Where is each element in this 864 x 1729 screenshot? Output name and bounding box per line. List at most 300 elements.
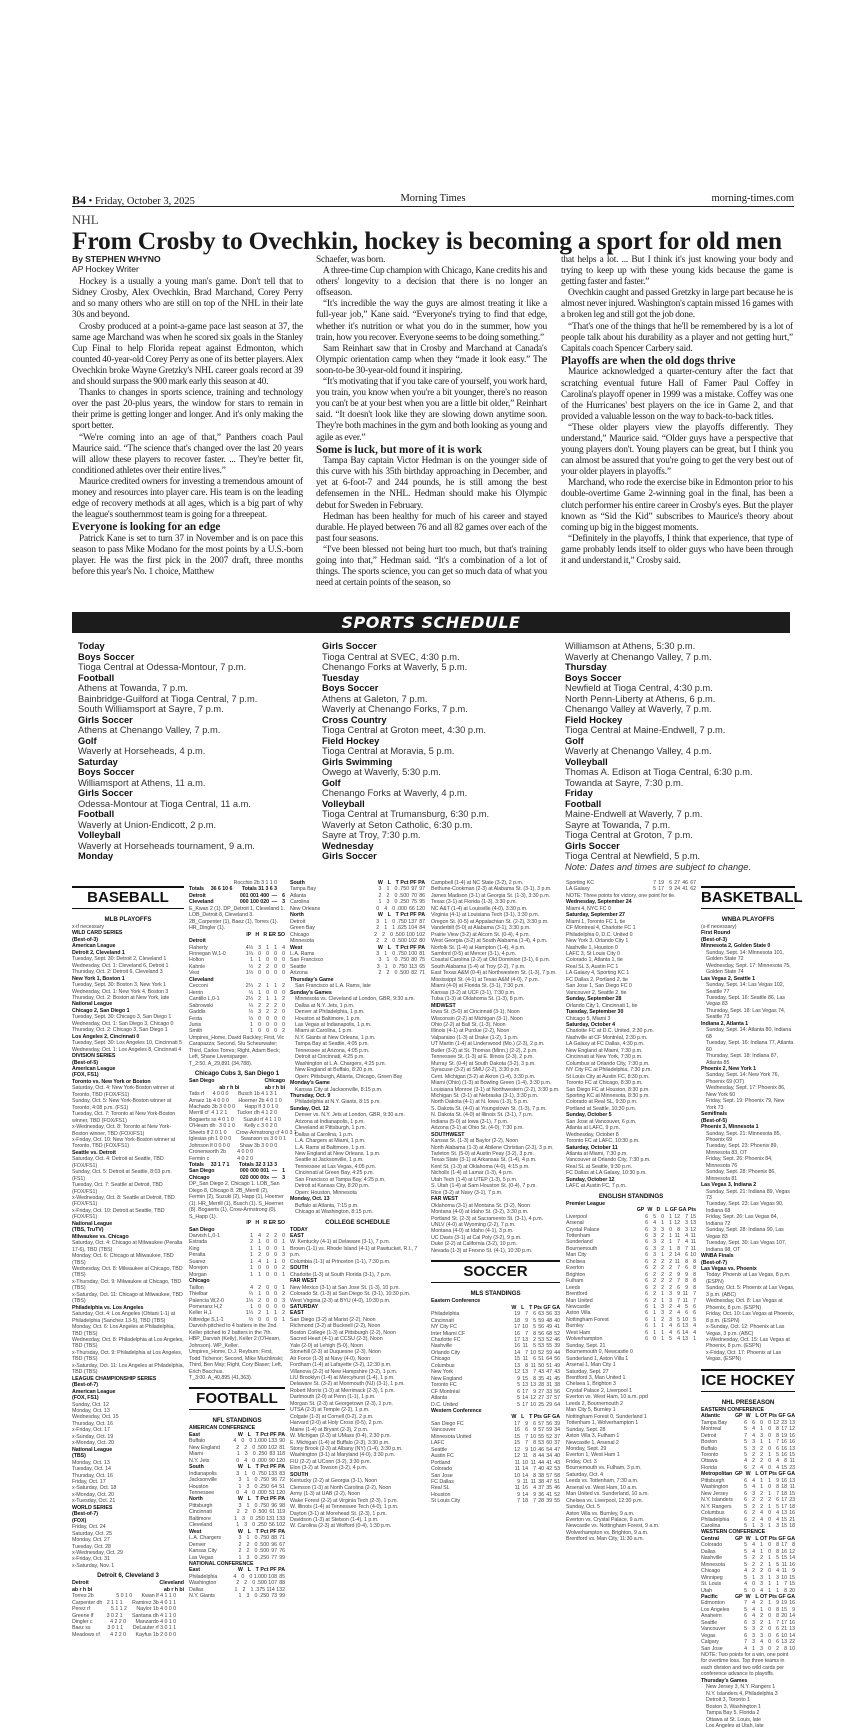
table-cell: 0: [274, 1028, 277, 1035]
table-cell: Las Vegas: [189, 1554, 214, 1561]
table-cell: 52: [546, 1433, 552, 1440]
schedule-event: Sayre at Troy, 7:30 p.m.: [322, 830, 421, 840]
table-cell: 13: [514, 1362, 520, 1369]
table-cell: 40: [554, 1453, 560, 1460]
table-cell: 47: [546, 1478, 552, 1485]
article-paragraph: Crosby produced at a point-a-game pace last season at 37, the same age Marchand was when he scored six goals in the Stanley Cup Final to help Florida repeat against Edmonton, which counted 40-year-old Corey Perry as one of its better players. Alex Ovechkin broke Wayne Gretzky's NHL career goals record at 39 and should surpass the 900 mark early this season at 40.: [72, 321, 303, 388]
table-cell: 16: [514, 1343, 520, 1350]
table-cell: San Francisco: [290, 957, 324, 964]
agate-line: Elon (3-2) at Towson (3-2), 4 p.m.: [290, 1465, 368, 1472]
table-cell: 8: [533, 1330, 536, 1337]
table-cell: 6: [645, 1329, 648, 1336]
agate-line: Man City 5, Burnley 1: [566, 1407, 616, 1414]
agate-line: Tampa Bay at Seattle, 4:05 p.m.: [295, 1041, 369, 1048]
table-cell: ⅓: [248, 1015, 253, 1022]
agate-heading: Saturday, September 27: [566, 912, 625, 919]
table-cell: OT: [760, 1471, 768, 1478]
table-cell: 50: [538, 1362, 544, 1369]
schedule-heading: Girls Soccer: [322, 641, 377, 651]
table-cell: 0: [768, 1432, 771, 1439]
agate-line: W. Kentucky (4-1) at Delaware (3-1), 7 p.m.: [290, 1239, 390, 1246]
agate-line: Yale (2-0) at Lehigh (5-0), Noon: [290, 1342, 363, 1349]
agate-line: Tottenham 1, Wolverhampton 1: [566, 1420, 639, 1427]
table-cell: 10: [781, 1574, 787, 1581]
table-cell: 7: [677, 1278, 680, 1285]
table-cell: 11: [514, 1459, 520, 1466]
table-cell: 11: [674, 1258, 680, 1265]
table-cell: 15: [514, 1433, 520, 1440]
table-cell: 41: [546, 1459, 552, 1466]
agate-line: LAFC 3, St Louis City 0: [566, 950, 620, 957]
table-cell: 1: [752, 1574, 755, 1581]
table-cell: 6: [645, 1239, 648, 1246]
table-cell: Rocchio 2b: [233, 880, 260, 886]
table-cell: 8: [693, 1258, 696, 1265]
table-cell: 2: [653, 1278, 656, 1285]
table-cell: 0: [394, 892, 398, 899]
table-cell: 113: [408, 963, 417, 970]
table-cell: 4: [693, 1329, 696, 1336]
table-cell: .500: [256, 1444, 267, 1451]
table-cell: 88: [271, 1535, 277, 1542]
table-cell: 24: [674, 886, 680, 893]
table-cell: South: [290, 880, 305, 886]
table-cell: 3: [376, 950, 380, 957]
table-cell: T: [395, 944, 399, 951]
table-cell: 0: [266, 1015, 269, 1022]
table-cell: 1: [760, 1548, 763, 1555]
agate-line: Dartmouth (2-0) at Penn (1-1), 1 p.m.: [290, 1394, 376, 1401]
table-cell: 6: [693, 1304, 696, 1310]
table-cell: 0: [768, 1626, 771, 1633]
table-cell: 6: [744, 1632, 747, 1639]
agate-heading: Eastern Conference: [431, 1298, 481, 1305]
table-cell: N.Y. Islanders: [701, 1497, 733, 1504]
table-cell: W: [377, 944, 383, 951]
table-cell: L: [665, 1207, 669, 1214]
table-cell: 39: [554, 1343, 560, 1350]
table-cell: GA: [787, 1471, 795, 1478]
article-subhead: Some is luck, but more of it is work: [316, 443, 483, 456]
table-cell: 10: [690, 1252, 696, 1259]
table-cell: DeLauter rf: [132, 1625, 159, 1632]
agate-line: Murray St. (0-4) at South Dakota (3-2), 3 p.m.: [431, 1060, 536, 1067]
agate-heading: American League: [72, 943, 116, 950]
table-cell: 6: [744, 1510, 747, 1517]
table-cell: PA: [278, 1567, 285, 1574]
table-cell: 6: [282, 892, 285, 899]
table-cell: 5: [744, 1426, 747, 1433]
table-cell: 5: [744, 1542, 747, 1549]
table-cell: 3 0 0 0: [261, 1142, 278, 1149]
table-cell: 7: [685, 1213, 688, 1220]
table-cell: Detroit: [290, 918, 306, 925]
table-cell: L: [755, 1413, 759, 1420]
agate-heading: Saturday, October 4: [566, 1021, 615, 1028]
table-cell: 0: [274, 1297, 277, 1304]
table-cell: 1: [661, 1329, 664, 1336]
schedule-heading: Monday: [78, 851, 114, 861]
table-cell: 2: [236, 1509, 240, 1516]
table-cell: Pts: [768, 1593, 777, 1600]
agate-line: Duke (2-2) at California (3-2), 10 p.m.: [431, 1241, 518, 1248]
table-cell: 13: [789, 1419, 795, 1426]
table-cell: 5: [669, 1336, 672, 1343]
table-cell: 3: [282, 899, 285, 906]
table-cell: Vancouver: [701, 1626, 726, 1633]
table-cell: ⅓: [248, 963, 253, 970]
table-cell: 8: [693, 1265, 696, 1272]
table-cell: 2: [661, 1239, 664, 1246]
table-cell: 2: [669, 1310, 672, 1317]
agate-line: x-Tuesday, Oct. 21: [72, 1498, 116, 1505]
table-cell: 0: [274, 1239, 277, 1246]
agate-line: FC Dallas 2, Portland 2, tie: [566, 976, 628, 983]
agate-line: Tuesday, Sept. 16: Seattle 86, Las Vegas 83: [706, 994, 785, 1008]
table-cell: Crystal Palace: [566, 1226, 600, 1233]
agate-line: Samford (0-5) at Mercer (3-1), 4 p.m.: [431, 950, 516, 957]
table-cell: 13: [789, 1445, 795, 1452]
agate-line: Nottingham Forest 0, Sunderland 1: [566, 1413, 647, 1420]
table-cell: PA: [278, 1431, 285, 1438]
table-cell: 56: [546, 1311, 552, 1318]
table-cell: Fermin c: [189, 1155, 210, 1162]
table-cell: Columbus: [701, 1510, 725, 1517]
agate-line: Friday, Oct. 17: [72, 1478, 106, 1485]
table-cell: W: [745, 1593, 751, 1600]
agate-line: Tuesday, Sept. 23: Phoenix 89, Minnesota 83, OT: [706, 1143, 778, 1156]
table-cell: 2: [382, 931, 385, 938]
table-cell: GP: [734, 1471, 743, 1478]
table-cell: 8: [693, 1271, 696, 1278]
table-cell: Indianapolis: [189, 1470, 217, 1477]
table-cell: 1: [768, 1619, 771, 1626]
table-cell: 2: [752, 1568, 755, 1575]
table-cell: San Jose: [431, 1472, 453, 1479]
table-cell: 17: [781, 1542, 787, 1549]
table-cell: 3 0 1 0: [262, 1103, 279, 1110]
table-cell: Pct: [400, 880, 409, 886]
table-cell: 2: [258, 1002, 261, 1009]
table-cell: 6: [645, 1213, 648, 1220]
table-cell: 0: [241, 1573, 245, 1580]
table-cell: GF: [543, 1304, 551, 1311]
table-cell: King: [189, 1245, 200, 1252]
agate-column-2: [189, 880, 297, 1600]
table-cell: 1: [274, 1310, 277, 1317]
table-cell: .750: [398, 886, 409, 893]
agate-line: Vancouver at Orlando City, 7:30 p.m.: [566, 1157, 651, 1164]
table-cell: Cleveland: [159, 1580, 184, 1587]
agate-line: Leeds vs. Tottenham, 7:30 a.m.: [566, 1478, 639, 1485]
agate-heading: (TBS, TruTV): [72, 1227, 104, 1234]
agate-line: Sporting KC at Minnesota, 8:30 p.m.: [566, 1092, 650, 1099]
table-cell: 2: [376, 925, 380, 932]
table-cell: 0: [392, 963, 396, 970]
table-cell: 11: [781, 1561, 787, 1568]
table-cell: 0: [282, 970, 285, 977]
table-cell: 8: [525, 1362, 528, 1369]
table-cell: 000: [250, 1168, 259, 1175]
table-cell: Nashville: [431, 1343, 453, 1350]
table-cell: 3: [760, 1522, 763, 1529]
table-cell: 001: [260, 1168, 269, 1175]
table-cell: 47: [554, 1446, 560, 1453]
table-cell: 1: [258, 1271, 261, 1278]
agate-line: Sunday, Sept. 14: Atlanta 80, Indiana 68: [706, 1027, 792, 1040]
table-cell: 2: [258, 1284, 261, 1291]
table-cell: North: [189, 1496, 203, 1503]
table-cell: 7: [693, 1297, 696, 1304]
table-cell: 4: [760, 1516, 763, 1523]
table-cell: 3: [661, 1226, 664, 1233]
agate-line: Everton vs. Crystal Palace, 9 a.m.: [566, 1516, 645, 1523]
table-cell: 19: [781, 1432, 787, 1439]
table-cell: 2: [760, 1555, 763, 1562]
table-cell: .750: [396, 918, 407, 925]
table-cell: 59: [546, 1349, 552, 1356]
table-cell: 3: [653, 1245, 656, 1252]
table-cell: 2: [760, 1445, 763, 1452]
table-cell: 1: [768, 1600, 771, 1607]
table-cell: GA: [787, 1535, 795, 1542]
agate-line: NOTE: Three points for victory, one point for tie.: [566, 892, 676, 899]
table-cell: 5: [776, 1561, 779, 1568]
agate-line: x-Wednesday, Oct. 15: Las Vegas at Phoenix, 8 p.m. (ESPN): [706, 1337, 790, 1350]
table-cell: San Jose: [701, 1645, 723, 1652]
table-cell: 6: [645, 1278, 648, 1285]
table-cell: 53: [538, 1337, 544, 1343]
table-cell: 1: [752, 1645, 755, 1652]
table-cell: 0: [252, 1489, 256, 1496]
table-cell: 2: [236, 1444, 240, 1451]
table-cell: 3: [752, 1445, 755, 1452]
table-cell: 9: [525, 1420, 528, 1427]
table-cell: 51: [538, 1356, 544, 1363]
table-cell: 64: [546, 1356, 552, 1363]
table-cell: OT: [760, 1593, 768, 1600]
table-cell: 0: [236, 1457, 240, 1464]
table-cell: 12: [514, 1446, 520, 1453]
table-cell: D.C. United: [431, 1401, 458, 1408]
table-cell: 2: [282, 1028, 285, 1035]
schedule-event: Waverly at Chenango Forks, 7 p.m.: [322, 704, 468, 714]
agate-heading: (Best-of-5): [72, 1059, 98, 1066]
table-cell: 131: [266, 1515, 275, 1522]
table-cell: 38: [538, 1478, 544, 1485]
table-cell: Totals: [189, 886, 204, 893]
table-cell: 0: [768, 1484, 771, 1491]
table-cell: 16: [781, 1548, 787, 1555]
agate-line: Cincinnati at Green Bay, 4:25 p.m.: [295, 1170, 374, 1177]
table-row: [189, 970, 285, 976]
subsection-title: MLB PLAYOFFS: [104, 916, 152, 923]
table-cell: 0: [249, 1573, 253, 1580]
table-cell: 9: [517, 1375, 520, 1382]
agate-line: Vanderbilt (5-0) at Alabama (3-1), 3:30 p.m.: [431, 925, 531, 932]
schedule-heading: Volleyball: [78, 830, 121, 840]
schedule-event: Bainbridge-Guilford at Tioga Central, 7 p.m.: [78, 693, 258, 704]
agate-heading: Thursday's Game: [290, 976, 334, 983]
table-cell: 3: [752, 1490, 755, 1497]
table-cell: 5: [533, 1324, 536, 1331]
agate-line: Wednesday, Oct. 15: [72, 1414, 119, 1421]
table-cell: 0: [392, 950, 396, 957]
table-cell: 10: [530, 1401, 536, 1408]
table-cell: 44: [538, 1459, 544, 1466]
table-cell: .750: [396, 950, 407, 957]
table-cell: 95: [419, 899, 425, 906]
table-cell: 7: [525, 1311, 528, 1318]
table-cell: 2: [760, 1613, 763, 1620]
agate-line: San Jose at Vancouver, 6 p.m.: [566, 1118, 637, 1125]
table-cell: LAFC: [431, 1440, 445, 1447]
table-cell: 12: [530, 1395, 536, 1402]
table-cell: 2: [776, 1645, 779, 1652]
table-cell: 17: [522, 1401, 528, 1408]
agate-heading: Milwaukee vs. Chicago: [72, 1233, 129, 1240]
table-cell: 66: [409, 905, 415, 912]
table-cell: 17: [522, 1388, 528, 1395]
table-cell: 1: [768, 1574, 771, 1581]
table-cell: 0: [266, 950, 269, 957]
table-cell: 4: [669, 1329, 672, 1336]
agate-line: Virginia (4-1) at Louisiana Tech (3-1), 3:30 p.m.: [431, 912, 540, 919]
schedule-heading: Football: [78, 672, 115, 683]
table-cell: 9: [533, 1427, 536, 1434]
table-cell: 0: [768, 1606, 771, 1613]
table-cell: 1: [266, 1310, 269, 1317]
agate-line: Saturday, Oct. 25: [72, 1530, 112, 1537]
byline-author: By STEPHEN WHYNO: [72, 254, 161, 264]
table-cell: 46: [554, 1485, 560, 1492]
schedule-column-1: [78, 641, 257, 862]
agate-line: Dallas at Carolina, 1 p.m.: [295, 1131, 354, 1138]
table-cell: 1: [282, 1168, 285, 1175]
agate-line: Denver at Philadelphia, 1 p.m.: [295, 1009, 365, 1016]
table-cell: Kwan lf: [141, 1593, 159, 1600]
table-cell: 18: [789, 1503, 795, 1510]
table-cell: 1: [760, 1484, 763, 1491]
agate-heading: Saturday, October 11: [566, 1144, 618, 1151]
table-cell: 0: [282, 1021, 285, 1028]
agate-heading: MIDWEST: [431, 1002, 456, 1009]
table-cell: —: [271, 899, 277, 906]
table-cell: 11: [530, 1459, 536, 1466]
table-cell: Meadows cf: [72, 1631, 100, 1638]
agate-line: Washington at L.A. Chargers, 4:25 p.m.: [295, 1060, 386, 1067]
table-cell: 9: [776, 1477, 779, 1484]
table-cell: 80: [419, 938, 425, 945]
schedule-note: Note: Dates and times are subject to change.: [565, 861, 752, 872]
agate-heading: Phoenix 3, Minnesota 1: [701, 1124, 759, 1131]
agate-line: Chicago at Washington, 8:15 p.m.: [295, 1209, 373, 1216]
schedule-event: Sayre at Towanda, 7 p.m.: [565, 819, 671, 830]
agate-line: Tuesday, Sept. 23: Las Vegas 90, Indiana 68: [706, 1201, 784, 1214]
table-cell: 1: [282, 1316, 285, 1323]
table-cell: Edmonton: [701, 1600, 725, 1607]
table-cell: 12: [674, 1213, 680, 1220]
agate-line: x-Wednesday, Oct. 8: Seattle at Detroit, TBD (FOX/FS1): [72, 1195, 175, 1208]
table-cell: 0: [392, 938, 396, 945]
agate-line: x-Thursday, Oct. 9: Philadelphia at Los Angeles, TBD (TBS): [72, 1349, 183, 1363]
table-cell: 1: [661, 1291, 664, 1298]
table-cell: 2: [282, 983, 285, 990]
table-cell: 65: [419, 963, 425, 970]
table-cell: 3: [258, 1009, 261, 1016]
table-cell: 3: [776, 1574, 779, 1581]
table-cell: Swanson ss: [240, 1136, 269, 1143]
page-masthead: [72, 193, 794, 207]
agate-line: Wednesday, Sept. 17: Phoenix 86, New York 60: [706, 1085, 786, 1098]
agate-line: DP_San Diego 2, Chicago 1. LOB_San Diego 8, Chicago 8. 2B_Merrill (2), Fermin (2), Suzuki (2), Happ (1), Hoerner (1). HR_Merrill (1), Busch (1). S_Hoerner (8). Bogaerts (1), Crow-Armstrong (0). S_Happ (1).: [189, 1181, 284, 1220]
table-cell: Seattle: [431, 1446, 448, 1453]
table-cell: 59: [546, 1427, 552, 1434]
table-cell: 16: [781, 1477, 787, 1484]
table-cell: Aston Villa: [566, 1310, 591, 1317]
table-cell: 54: [546, 1446, 552, 1453]
table-cell: Pts: [533, 1304, 542, 1311]
table-cell: GF: [778, 1535, 786, 1542]
table-cell: [189, 1220, 243, 1226]
agate-line: Wednesday, Sept. 17: Minnesota 75, Golden State 74: [706, 962, 791, 976]
table-cell: 3: [752, 1632, 755, 1639]
schedule-event: Williamson at Athens, 5:30 p.m.: [565, 641, 696, 651]
table-cell: 2: [274, 1002, 277, 1009]
table-cell: 97: [271, 1548, 277, 1555]
agate-line: Maine (1-4) at Bryant (2-3), 2 p.m.: [290, 1426, 369, 1433]
table-cell: 35: [538, 1375, 544, 1382]
table-cell: 40: [554, 1317, 560, 1324]
table-cell: 51: [279, 1483, 285, 1490]
agate-heading: FAR WEST: [431, 1196, 458, 1203]
agate-line: x-Sunday, Oct. 19: [72, 1433, 114, 1440]
table-cell: PA: [418, 880, 425, 886]
schedule-event: Maine-Endwell at Waverly, 7 p.m.: [565, 809, 703, 819]
table-cell: 20: [781, 1613, 787, 1620]
table-cell: 13: [789, 1626, 795, 1633]
subsection-title: Chicago Cubs 3, San Diego 1: [194, 1070, 280, 1078]
table-cell: L: [755, 1535, 759, 1542]
table-cell: 2: [386, 970, 390, 977]
table-cell: Arsenal: [566, 1220, 584, 1227]
table-cell: 0: [252, 1444, 256, 1451]
table-cell: 1: [274, 996, 277, 1003]
table-cell: 1 0 0 0: [215, 1136, 232, 1143]
agate-line: Army (1-3) at UAB (2-2), Noon: [290, 1491, 361, 1498]
table-cell: 7: [744, 1639, 747, 1646]
table-cell: 3: [669, 1316, 672, 1323]
table-cell: 0: [274, 989, 277, 996]
table-cell: 10: [530, 1446, 536, 1453]
table-cell: Everton: [566, 1265, 584, 1272]
table-cell: 55: [554, 1498, 560, 1505]
table-cell: Toronto: [701, 1451, 719, 1458]
table-cell: GF: [543, 1414, 551, 1421]
agate-line: Kansas City at Jacksonville, 8:15 p.m.: [295, 1086, 383, 1093]
table-cell: Carpenter dh: [72, 1599, 103, 1606]
table-cell: Brentford: [566, 1291, 588, 1298]
table-cell: 3: [752, 1626, 755, 1633]
table-cell: 3: [246, 1593, 250, 1600]
table-cell: 8: [776, 1542, 779, 1549]
table-cell: 32 3 13 3: [255, 1162, 277, 1169]
table-cell: Peralta: [189, 1252, 206, 1259]
table-cell: 19: [781, 1600, 787, 1607]
table-cell: 38: [538, 1472, 544, 1479]
agate-line: CF Montreal 4, Charlotte FC 1: [566, 925, 636, 932]
schedule-event: Newfield at Tioga Central, 4:30 p.m.: [565, 683, 713, 693]
